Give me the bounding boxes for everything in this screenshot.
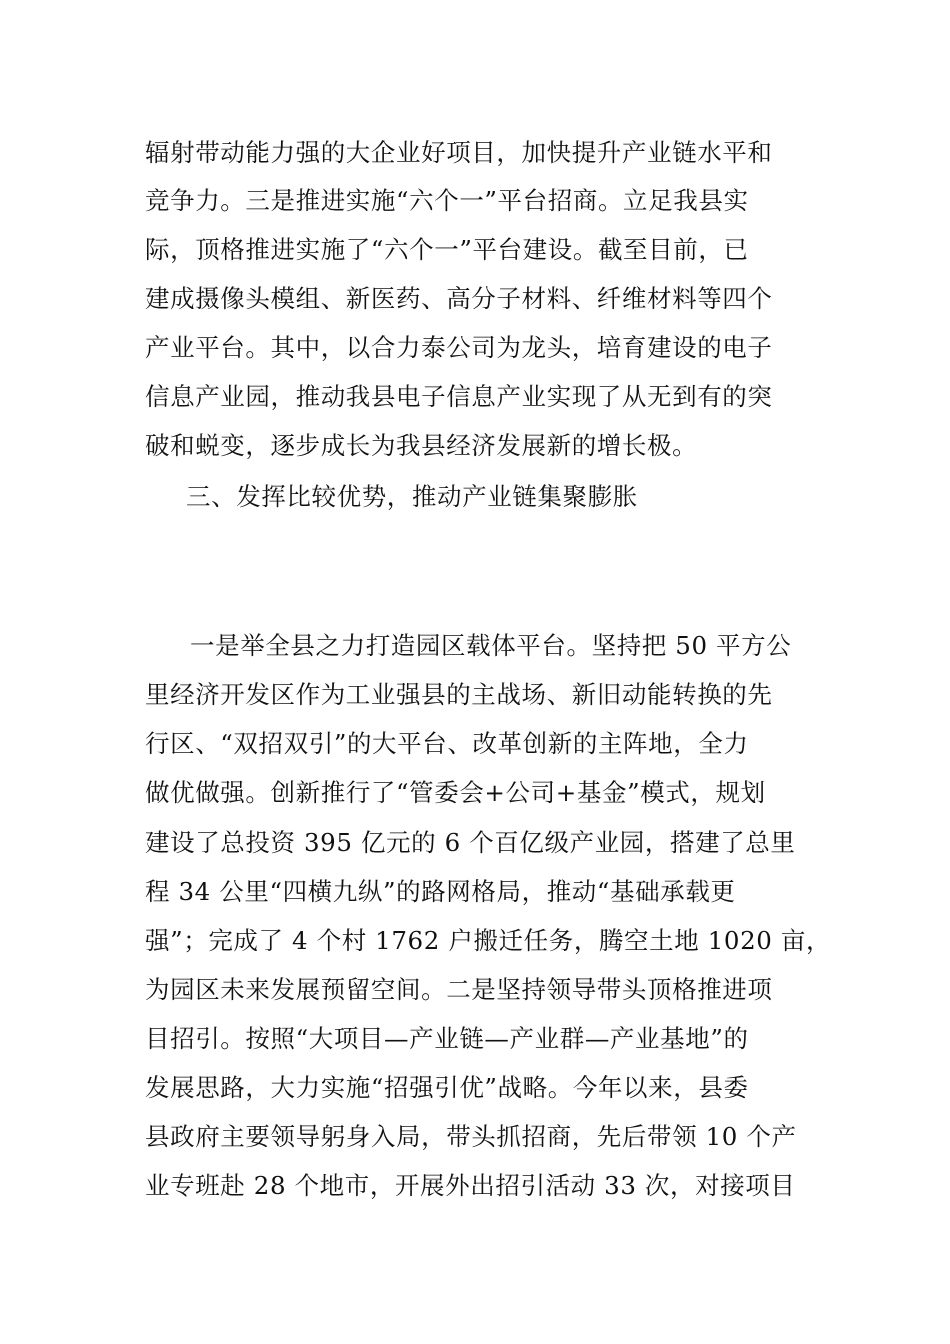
paragraph-2-line-4: 做优做强。创新推行了“管委会+公司+基金”模式，规划	[145, 778, 766, 807]
paragraph-2-line-5: 建设了总投资 395 亿元的 6 个百亿级产业园，搭建了总里	[145, 828, 796, 857]
paragraph-2-line-6: 程 34 公里“四横九纵”的路网格局，推动“基础承载更	[145, 877, 736, 906]
paragraph-2-line-8: 为园区未来发展预留空间。二是坚持领导带头顶格推进项	[145, 975, 773, 1004]
paragraph-2-line-3: 行区、“双招双引”的大平台、改革创新的主阵地，全力	[145, 729, 749, 758]
paragraph-2-line-7: 强”；完成了 4 个村 1762 户搬迁任务，腾空土地 1020 亩，	[145, 926, 832, 955]
paragraph-1-line-3: 际，顶格推进实施了“六个一”平台建设。截至目前，已	[145, 235, 749, 264]
paragraph-2-line-2: 里经济开发区作为工业强县的主战场、新旧动能转换的先	[145, 680, 773, 709]
paragraph-2-line-12: 业专班赴 28 个地市，开展外出招引活动 33 次，对接项目	[145, 1171, 796, 1200]
paragraph-1-line-6: 信息产业园，推动我县电子信息产业实现了从无到有的突	[145, 382, 773, 411]
paragraph-1-line-7: 破和蜕变，逐步成长为我县经济发展新的增长极。	[145, 431, 698, 460]
paragraph-1-line-5: 产业平台。其中，以合力泰公司为龙头，培育建设的电子	[145, 333, 773, 362]
paragraph-1-line-1: 辐射带动能力强的大企业好项目，加快提升产业链水平和	[145, 138, 773, 167]
paragraph-2-line-1: 一是举全县之力打造园区载体平台。坚持把 50 平方公	[190, 631, 792, 660]
paragraph-2-line-11: 县政府主要领导躬身入局，带头抓招商，先后带领 10 个产	[145, 1122, 797, 1151]
paragraph-1-line-4: 建成摄像头模组、新医药、高分子材料、纤维材料等四个	[145, 284, 773, 313]
paragraph-2-line-9: 目招引。按照“大项目—产业链—产业群—产业基地”的	[145, 1024, 749, 1053]
paragraph-1-line-2: 竞争力。三是推进实施“六个一”平台招商。立足我县实	[145, 186, 749, 215]
section-heading: 三、发挥比较优势，推动产业链集聚膨胀	[186, 482, 638, 511]
paragraph-2-line-10: 发展思路，大力实施“招强引优”战略。今年以来，县委	[145, 1073, 749, 1102]
